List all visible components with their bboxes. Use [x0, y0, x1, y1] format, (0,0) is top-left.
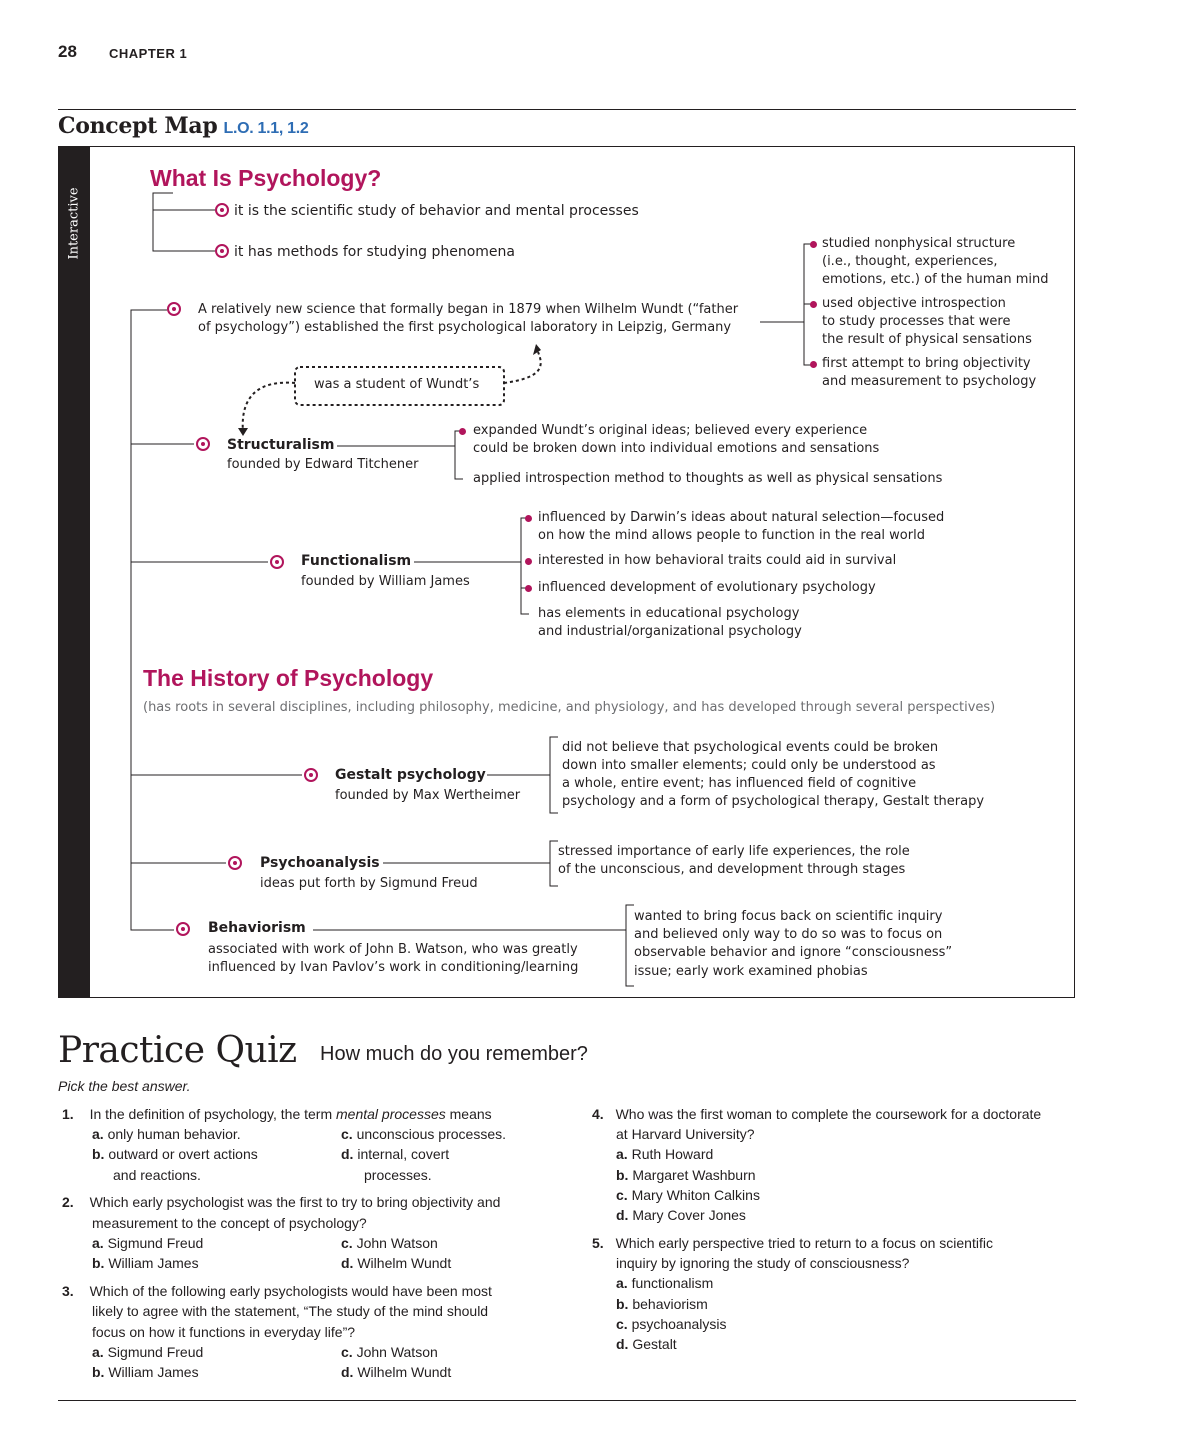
what-is-psychology-title: What Is Psychology?: [150, 165, 382, 191]
question-5: [592, 1233, 993, 1253]
wundt-detail-1a: studied nonphysical structure: [822, 236, 1016, 251]
question-text-cont: measurement to the concept of psychology?: [92, 1215, 367, 1231]
node-marker[interactable]: [270, 555, 284, 569]
functionalism-detail-4b: and industrial/organizational psychology: [538, 624, 802, 639]
functionalism-detail-1b: on how the mind allows people to function in the real world: [538, 528, 925, 543]
bullet-dot: [810, 241, 817, 248]
question-number: 5.: [592, 1235, 604, 1251]
answer-option[interactable]: c. John Watson: [341, 1344, 438, 1360]
answer-option[interactable]: b. William James: [92, 1255, 199, 1271]
gestalt-detail-3: a whole, entire event; has influenced field of cognitive: [562, 776, 917, 791]
wundt-detail-2b: to study processes that were: [822, 314, 1011, 329]
bullet-dot: [525, 585, 532, 592]
practice-quiz-title: Practice Quiz: [58, 1030, 297, 1071]
wundt-detail-2a: used objective introspection: [822, 296, 1006, 311]
functionalism-detail-1a: influenced by Darwin’s ideas about natural selection—focused: [538, 510, 945, 525]
question-text-cont: focus on how it functions in everyday life”?: [92, 1324, 356, 1340]
footer-rule: [58, 1400, 1076, 1401]
bullet-dot: [459, 428, 466, 435]
answer-option[interactable]: d. Gestalt: [616, 1336, 677, 1352]
psychoanalysis-detail-2: of the unconscious, and development through stages: [558, 862, 906, 877]
wundt-line-1: A relatively new science that formally began in 1879 when Wilhelm Wundt (“father: [198, 302, 739, 317]
quiz-instructions: Pick the best answer.: [58, 1078, 191, 1094]
gestalt-detail-2: down into smaller elements; could only be understood as: [562, 758, 936, 773]
answer-option[interactable]: a. Sigmund Freud: [92, 1235, 204, 1251]
history-subtitle: (has roots in several disciplines, including philosophy, medicine, and physiology, and has developed through several perspectives): [143, 700, 996, 715]
question-text-cont: likely to agree with the statement, “The study of the mind should: [92, 1303, 489, 1319]
node-marker[interactable]: [167, 302, 181, 316]
question-text-cont: at Harvard University?: [616, 1126, 755, 1142]
answer-option[interactable]: a. Ruth Howard: [616, 1146, 714, 1162]
functionalism-detail-4a: has elements in educational psychology: [538, 606, 800, 621]
student-note: was a student of Wundt’s: [314, 377, 480, 392]
practice-quiz-subtitle: How much do you remember?: [320, 1043, 588, 1065]
answer-option[interactable]: b. behaviorism: [616, 1296, 708, 1312]
chapter-label: CHAPTER 1: [109, 46, 188, 61]
wundt-line-2: of psychology”) established the first psychological laboratory in Leipzig, Germany: [198, 320, 732, 335]
answer-option[interactable]: b. Margaret Washburn: [616, 1167, 756, 1183]
page-number: 28: [58, 42, 77, 61]
question-text-cont: inquiry by ignoring the study of consciousness?: [616, 1255, 910, 1271]
behaviorism-detail-4: issue; early work examined phobias: [634, 964, 868, 979]
behaviorism-detail-2: and believed only way to do so was to focus on: [634, 927, 943, 942]
question-2: [62, 1192, 500, 1212]
answer-option[interactable]: c. psychoanalysis: [616, 1316, 727, 1332]
methods-text: it has methods for studying phenomena: [234, 244, 515, 260]
bullet-dot: [525, 515, 532, 522]
question-text: Which early perspective tried to return to a focus on scientific: [615, 1235, 993, 1251]
node-marker[interactable]: [215, 203, 229, 217]
answer-option[interactable]: d. internal, covert: [341, 1146, 450, 1162]
gestalt-detail-4: psychology and a form of psychological therapy, Gestalt therapy: [562, 794, 985, 809]
answer-option[interactable]: c. John Watson: [341, 1235, 438, 1251]
question-1: [62, 1104, 492, 1124]
functionalism-label: Functionalism: [301, 553, 412, 569]
question-text: Who was the first woman to complete the coursework for a doctorate: [615, 1106, 1042, 1122]
answer-option[interactable]: b. outward or overt actions: [92, 1146, 258, 1162]
interactive-label: Interactive: [66, 187, 82, 260]
answer-option[interactable]: a. Sigmund Freud: [92, 1344, 204, 1360]
answer-option[interactable]: d. Wilhelm Wundt: [341, 1364, 452, 1380]
wundt-detail-1b: (i.e., thought, experiences,: [822, 254, 998, 269]
answer-option[interactable]: d. Wilhelm Wundt: [341, 1255, 452, 1271]
gestalt-label: Gestalt psychology: [335, 767, 486, 783]
structuralism-detail-1a: expanded Wundt’s original ideas; believed every experience: [473, 423, 868, 438]
structuralism-detail-1b: could be broken down into individual emotions and sensations: [473, 441, 880, 456]
bullet-dot: [525, 558, 532, 565]
definition-text: it is the scientific study of behavior and mental processes: [234, 203, 639, 219]
answer-option[interactable]: a. only human behavior.: [92, 1126, 241, 1142]
question-text: In the definition of psychology, the term: [89, 1106, 337, 1122]
structuralism-label: Structuralism: [227, 437, 335, 453]
node-marker[interactable]: [196, 437, 210, 451]
answer-option-cont: and reactions.: [113, 1167, 201, 1183]
concept-map-title: Concept Map L.O. 1.1, 1.2: [58, 113, 309, 139]
behaviorism-detail-3: observable behavior and ignore “consciousness”: [634, 945, 953, 960]
question-number: 3.: [62, 1283, 74, 1299]
psychoanalysis-label: Psychoanalysis: [260, 855, 380, 871]
answer-option[interactable]: a. functionalism: [616, 1275, 714, 1291]
node-marker[interactable]: [228, 856, 242, 870]
question-3: [62, 1281, 492, 1301]
functionalism-detail-2: interested in how behavioral traits could aid in survival: [538, 553, 897, 568]
history-title: The History of Psychology: [143, 665, 434, 691]
gestalt-detail-1: did not believe that psychological events could be broken: [562, 740, 939, 755]
question-emphasis: mental processes: [336, 1106, 446, 1122]
behaviorism-founder-2: influenced by Ivan Pavlov’s work in conditioning/learning: [208, 960, 579, 975]
structuralism-founder: founded by Edward Titchener: [227, 457, 419, 472]
answer-option[interactable]: d. Mary Cover Jones: [616, 1207, 746, 1223]
node-marker[interactable]: [215, 244, 229, 258]
node-marker[interactable]: [304, 768, 318, 782]
question-text-end: means: [445, 1106, 492, 1122]
behaviorism-founder-1: associated with work of John B. Watson, who was greatly: [208, 942, 578, 957]
question-number: 1.: [62, 1106, 74, 1122]
learning-objective: L.O. 1.1, 1.2: [223, 120, 309, 137]
question-4: [592, 1104, 1041, 1124]
functionalism-detail-3: influenced development of evolutionary psychology: [538, 580, 876, 595]
answer-option-cont: processes.: [364, 1167, 432, 1183]
question-text: Which early psychologist was the first to try to bring objectivity and: [89, 1194, 501, 1210]
bullet-dot: [810, 361, 817, 368]
bullet-dot: [810, 301, 817, 308]
wundt-detail-3a: first attempt to bring objectivity: [822, 356, 1031, 371]
behaviorism-detail-1: wanted to bring focus back on scientific inquiry: [634, 909, 943, 924]
answer-option[interactable]: b. William James: [92, 1364, 199, 1380]
wundt-detail-2c: the result of physical sensations: [822, 332, 1032, 347]
psychoanalysis-detail-1: stressed importance of early life experiences, the role: [558, 844, 910, 859]
functionalism-founder: founded by William James: [301, 574, 470, 589]
question-number: 4.: [592, 1106, 604, 1122]
gestalt-founder: founded by Max Wertheimer: [335, 788, 521, 803]
question-number: 2.: [62, 1194, 74, 1210]
answer-option[interactable]: c. unconscious processes.: [341, 1126, 506, 1142]
psychoanalysis-founder: ideas put forth by Sigmund Freud: [260, 876, 478, 891]
wundt-detail-3b: and measurement to psychology: [822, 374, 1037, 389]
question-text: Which of the following early psychologists would have been most: [89, 1283, 492, 1299]
answer-option[interactable]: c. Mary Whiton Calkins: [616, 1187, 760, 1203]
behaviorism-label: Behaviorism: [208, 920, 306, 936]
structuralism-detail-2: applied introspection method to thoughts as well as physical sensations: [473, 471, 943, 486]
wundt-detail-1c: emotions, etc.) of the human mind: [822, 272, 1049, 287]
node-marker[interactable]: [176, 922, 190, 936]
